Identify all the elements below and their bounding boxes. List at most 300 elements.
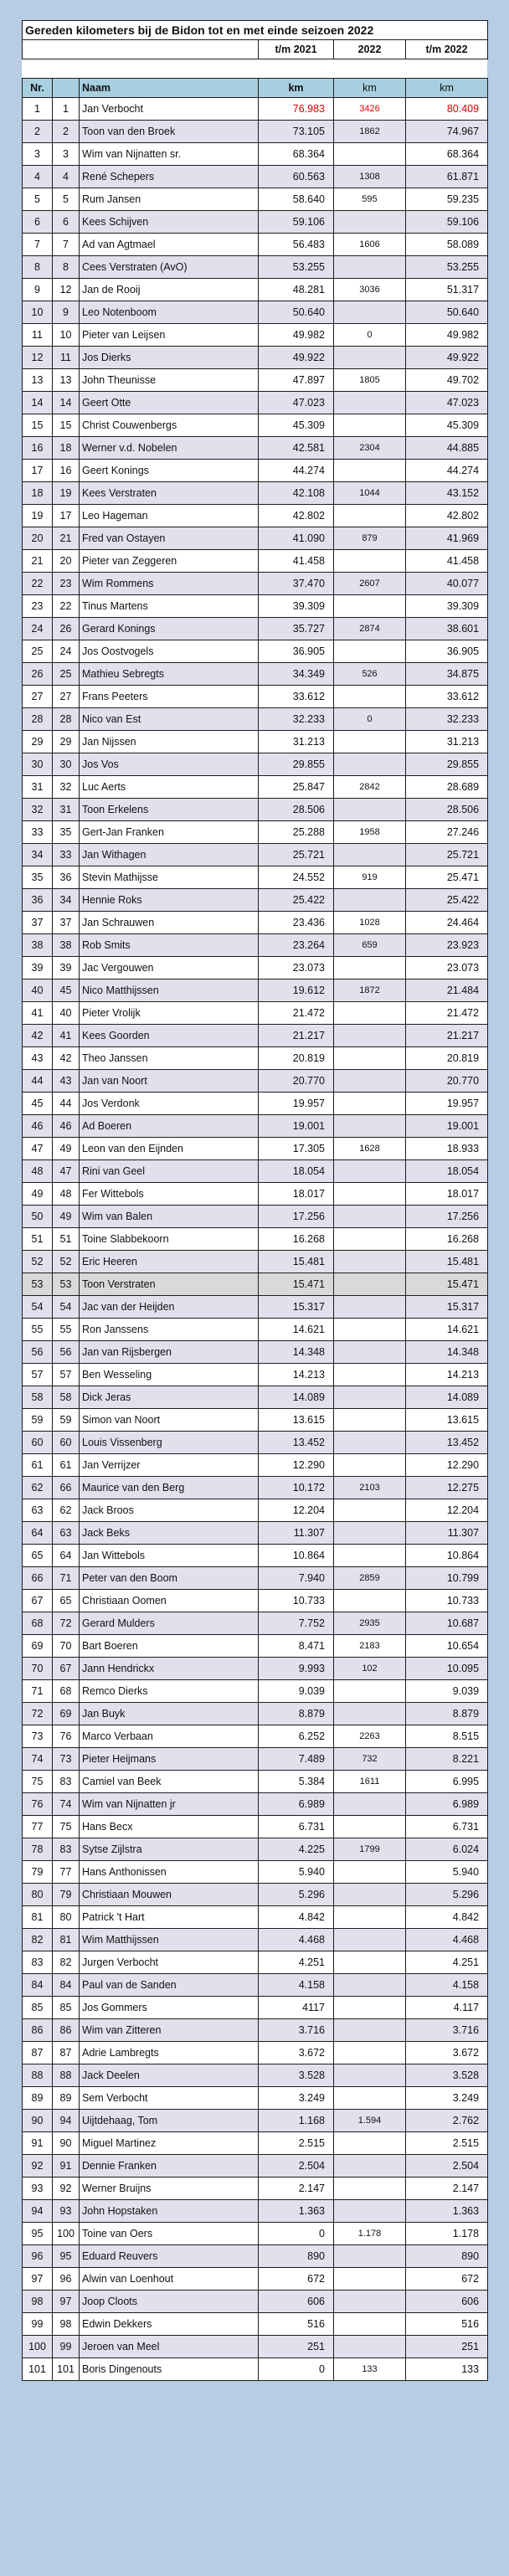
km-2022-cell: 1862: [334, 121, 406, 143]
km-tm2021-cell: 8.471: [259, 1635, 334, 1658]
table-row: [23, 640, 488, 663]
table-row: [23, 573, 488, 595]
column-header-km-tm2022: km: [406, 79, 488, 98]
name-cell: Werner v.d. Nobelen: [80, 437, 259, 460]
name-cell: Ron Janssens: [80, 1319, 259, 1341]
km-tm2022-cell: 251: [406, 2336, 488, 2358]
rank-cell: 93: [23, 2178, 53, 2200]
table-row: [23, 1477, 488, 1499]
km-tm2022-cell: 36.905: [406, 640, 488, 663]
table-row: [23, 618, 488, 640]
previous-rank-cell: 5: [53, 188, 80, 211]
name-cell: Jan van Rijsbergen: [80, 1341, 259, 1364]
rank-cell: 94: [23, 2200, 53, 2223]
km-2022-cell: 1628: [334, 1138, 406, 1160]
table-row: [23, 1273, 488, 1296]
km-2022-cell: [334, 1680, 406, 1703]
km-tm2021-cell: 47.897: [259, 369, 334, 392]
previous-rank-cell: 89: [53, 2087, 80, 2110]
rank-cell: 8: [23, 256, 53, 279]
table-row: [23, 2132, 488, 2155]
km-2022-cell: [334, 1997, 406, 2019]
table-row: [23, 1454, 488, 1477]
km-tm2021-cell: 48.281: [259, 279, 334, 301]
table-row: [23, 1929, 488, 1951]
name-cell: Geert Konings: [80, 460, 259, 482]
km-tm2021-cell: 25.721: [259, 844, 334, 866]
rank-cell: 86: [23, 2019, 53, 2042]
km-tm2021-cell: 18.054: [259, 1160, 334, 1183]
table-row: [23, 188, 488, 211]
name-cell: Toine van Oers: [80, 2223, 259, 2245]
name-cell: Eric Heeren: [80, 1251, 259, 1273]
km-2022-cell: 1308: [334, 166, 406, 188]
km-2022-cell: [334, 1296, 406, 1319]
name-cell: Wim van Zitteren: [80, 2019, 259, 2042]
rank-cell: 42: [23, 1025, 53, 1047]
previous-rank-cell: 79: [53, 1884, 80, 1906]
km-tm2021-cell: 15.317: [259, 1296, 334, 1319]
table-row: [23, 1658, 488, 1680]
km-2022-cell: 1958: [334, 821, 406, 844]
previous-rank-cell: 32: [53, 776, 80, 799]
km-tm2021-cell: 10.864: [259, 1545, 334, 1567]
name-cell: Bart Boeren: [80, 1635, 259, 1658]
name-cell: Luc Aerts: [80, 776, 259, 799]
previous-rank-cell: 91: [53, 2155, 80, 2178]
km-tm2021-cell: 13.452: [259, 1432, 334, 1454]
km-tm2022-cell: 28.506: [406, 799, 488, 821]
name-cell: Leo Hageman: [80, 505, 259, 527]
rank-cell: 100: [23, 2336, 53, 2358]
km-tm2022-cell: 19.957: [406, 1093, 488, 1115]
km-tm2021-cell: 35.727: [259, 618, 334, 640]
km-2022-cell: 1.178: [334, 2223, 406, 2245]
rank-cell: 22: [23, 573, 53, 595]
previous-rank-cell: 92: [53, 2178, 80, 2200]
name-cell: Nico van Est: [80, 708, 259, 731]
previous-rank-cell: 1: [53, 98, 80, 121]
name-cell: Wim Rommens: [80, 573, 259, 595]
rank-cell: 92: [23, 2155, 53, 2178]
name-cell: Ben Wesseling: [80, 1364, 259, 1386]
table-row: [23, 686, 488, 708]
km-tm2021-cell: 17.305: [259, 1138, 334, 1160]
km-tm2022-cell: 12.290: [406, 1454, 488, 1477]
rank-cell: 28: [23, 708, 53, 731]
rank-cell: 1: [23, 98, 53, 121]
rank-cell: 35: [23, 866, 53, 889]
name-cell: Hennie Roks: [80, 889, 259, 912]
rank-cell: 65: [23, 1545, 53, 1567]
name-cell: Rini van Geel: [80, 1160, 259, 1183]
rank-cell: 51: [23, 1228, 53, 1251]
km-tm2021-cell: 32.233: [259, 708, 334, 731]
km-tm2022-cell: 41.969: [406, 527, 488, 550]
table-row: [23, 1409, 488, 1432]
previous-rank-cell: 98: [53, 2313, 80, 2336]
previous-rank-cell: 28: [53, 708, 80, 731]
km-tm2022-cell: 15.317: [406, 1296, 488, 1319]
name-cell: Dennie Franken: [80, 2155, 259, 2178]
km-2022-cell: [334, 1432, 406, 1454]
rank-cell: 25: [23, 640, 53, 663]
previous-rank-cell: 66: [53, 1477, 80, 1499]
km-tm2022-cell: 6.024: [406, 1838, 488, 1861]
table-row: [23, 1725, 488, 1748]
km-tm2021-cell: 3.528: [259, 2064, 334, 2087]
name-cell: Camiel van Beek: [80, 1771, 259, 1793]
km-2022-cell: [334, 1364, 406, 1386]
km-2022-cell: 2183: [334, 1635, 406, 1658]
km-2022-cell: [334, 1070, 406, 1093]
km-tm2022-cell: 38.601: [406, 618, 488, 640]
km-tm2021-cell: 49.982: [259, 324, 334, 347]
previous-rank-cell: 48: [53, 1183, 80, 1206]
name-cell: Jan van Noort: [80, 1070, 259, 1093]
km-2022-cell: 2607: [334, 573, 406, 595]
km-tm2022-cell: 80.409: [406, 98, 488, 121]
table-row: [23, 1951, 488, 1974]
previous-rank-cell: 100: [53, 2223, 80, 2245]
rank-cell: 96: [23, 2245, 53, 2268]
name-cell: Stevin Mathijsse: [80, 866, 259, 889]
km-tm2022-cell: 18.017: [406, 1183, 488, 1206]
km-tm2022-cell: 68.364: [406, 143, 488, 166]
km-tm2021-cell: 15.481: [259, 1251, 334, 1273]
km-tm2021-cell: 7.940: [259, 1567, 334, 1590]
previous-rank-cell: 67: [53, 1658, 80, 1680]
table-row: [23, 2291, 488, 2313]
previous-rank-cell: 58: [53, 1386, 80, 1409]
km-tm2022-cell: 32.233: [406, 708, 488, 731]
previous-rank-cell: 13: [53, 369, 80, 392]
km-2022-cell: [334, 889, 406, 912]
previous-rank-cell: 15: [53, 414, 80, 437]
km-tm2021-cell: 2.504: [259, 2155, 334, 2178]
km-tm2021-cell: 42.108: [259, 482, 334, 505]
rank-cell: 44: [23, 1070, 53, 1093]
km-tm2021-cell: 37.470: [259, 573, 334, 595]
km-tm2022-cell: 12.204: [406, 1499, 488, 1522]
km-tm2021-cell: 33.612: [259, 686, 334, 708]
name-cell: Pieter van Zeggeren: [80, 550, 259, 573]
km-tm2022-cell: 2.147: [406, 2178, 488, 2200]
km-tm2021-cell: 58.640: [259, 188, 334, 211]
km-2022-cell: [334, 1273, 406, 1296]
rank-cell: 88: [23, 2064, 53, 2087]
km-2022-cell: [334, 1951, 406, 1974]
name-cell: Christ Couwenbergs: [80, 414, 259, 437]
km-2022-cell: [334, 347, 406, 369]
km-tm2022-cell: 45.309: [406, 414, 488, 437]
km-tm2022-cell: 10.687: [406, 1612, 488, 1635]
name-cell: Wim van Nijnatten sr.: [80, 143, 259, 166]
km-tm2021-cell: 14.348: [259, 1341, 334, 1364]
previous-rank-cell: 29: [53, 731, 80, 753]
km-tm2021-cell: 49.922: [259, 347, 334, 369]
km-2022-cell: [334, 505, 406, 527]
km-2022-cell: 879: [334, 527, 406, 550]
table-row: [23, 1748, 488, 1771]
km-tm2021-cell: 45.309: [259, 414, 334, 437]
km-tm2022-cell: 10.864: [406, 1545, 488, 1567]
table-row: [23, 821, 488, 844]
previous-rank-cell: 52: [53, 1251, 80, 1273]
table-row: [23, 776, 488, 799]
previous-rank-cell: 57: [53, 1364, 80, 1386]
km-2022-cell: [334, 1160, 406, 1183]
rank-cell: 41: [23, 1002, 53, 1025]
rank-cell: 32: [23, 799, 53, 821]
table-row: [23, 550, 488, 573]
km-2022-cell: [334, 1341, 406, 1364]
km-2022-cell: [334, 957, 406, 979]
rank-cell: 50: [23, 1206, 53, 1228]
rank-cell: 31: [23, 776, 53, 799]
previous-rank-cell: 83: [53, 1771, 80, 1793]
km-tm2022-cell: 16.268: [406, 1228, 488, 1251]
km-2022-cell: [334, 595, 406, 618]
km-2022-cell: [334, 414, 406, 437]
km-2022-cell: [334, 1002, 406, 1025]
km-tm2021-cell: 0: [259, 2223, 334, 2245]
table-row: [23, 2268, 488, 2291]
km-2022-cell: [334, 1590, 406, 1612]
rank-cell: 9: [23, 279, 53, 301]
rank-cell: 37: [23, 912, 53, 934]
km-2022-cell: [334, 2042, 406, 2064]
km-tm2022-cell: 19.001: [406, 1115, 488, 1138]
table-row: [23, 1974, 488, 1997]
km-2022-cell: [334, 2291, 406, 2313]
rank-cell: 5: [23, 188, 53, 211]
km-2022-cell: [334, 2064, 406, 2087]
km-2022-cell: [334, 1454, 406, 1477]
km-tm2021-cell: 3.249: [259, 2087, 334, 2110]
km-2022-cell: [334, 844, 406, 866]
column-header-prev: [53, 79, 80, 98]
km-tm2022-cell: 27.246: [406, 821, 488, 844]
table-row: [23, 1138, 488, 1160]
previous-rank-cell: 39: [53, 957, 80, 979]
previous-rank-cell: 59: [53, 1409, 80, 1432]
km-2022-cell: [334, 1115, 406, 1138]
previous-rank-cell: 74: [53, 1793, 80, 1816]
table-row: [23, 2313, 488, 2336]
km-tm2021-cell: 0: [259, 2358, 334, 2381]
km-tm2022-cell: 21.217: [406, 1025, 488, 1047]
name-cell: Jos Dierks: [80, 347, 259, 369]
km-2022-cell: [334, 2019, 406, 2042]
rank-cell: 71: [23, 1680, 53, 1703]
km-tm2022-cell: 8.879: [406, 1703, 488, 1725]
previous-rank-cell: 86: [53, 2019, 80, 2042]
column-header-nr: Nr.: [23, 79, 53, 98]
rank-cell: 95: [23, 2223, 53, 2245]
km-tm2021-cell: 7.489: [259, 1748, 334, 1771]
km-tm2022-cell: 15.471: [406, 1273, 488, 1296]
rank-cell: 46: [23, 1115, 53, 1138]
rank-cell: 64: [23, 1522, 53, 1545]
name-cell: Jan Verrijzer: [80, 1454, 259, 1477]
name-cell: Jan Schrauwen: [80, 912, 259, 934]
km-2022-cell: 102: [334, 1658, 406, 1680]
rank-cell: 52: [23, 1251, 53, 1273]
table-row: [23, 2087, 488, 2110]
km-tm2022-cell: 4.842: [406, 1906, 488, 1929]
name-cell: Frans Peeters: [80, 686, 259, 708]
name-cell: René Schepers: [80, 166, 259, 188]
rank-cell: 20: [23, 527, 53, 550]
name-cell: Sem Verbocht: [80, 2087, 259, 2110]
km-tm2021-cell: 4117: [259, 1997, 334, 2019]
table-row: [23, 889, 488, 912]
table-row: [23, 234, 488, 256]
rank-cell: 66: [23, 1567, 53, 1590]
table-row: [23, 799, 488, 821]
km-2022-cell: [334, 392, 406, 414]
km-2022-cell: [334, 1251, 406, 1273]
rank-cell: 76: [23, 1793, 53, 1816]
km-tm2022-cell: 61.871: [406, 166, 488, 188]
km-2022-cell: [334, 2268, 406, 2291]
rank-cell: 77: [23, 1816, 53, 1838]
rank-cell: 33: [23, 821, 53, 844]
km-tm2022-cell: 14.621: [406, 1319, 488, 1341]
km-tm2021-cell: 4.251: [259, 1951, 334, 1974]
km-tm2022-cell: 49.922: [406, 347, 488, 369]
rank-cell: 89: [23, 2087, 53, 2110]
table-row: [23, 1206, 488, 1228]
km-tm2022-cell: 13.452: [406, 1432, 488, 1454]
km-tm2021-cell: 41.458: [259, 550, 334, 573]
name-cell: Kees Verstraten: [80, 482, 259, 505]
previous-rank-cell: 4: [53, 166, 80, 188]
table-row: [23, 731, 488, 753]
km-tm2022-cell: 14.089: [406, 1386, 488, 1409]
name-cell: Jeroen van Meel: [80, 2336, 259, 2358]
km-tm2022-cell: 43.152: [406, 482, 488, 505]
rank-cell: 24: [23, 618, 53, 640]
previous-rank-cell: 30: [53, 753, 80, 776]
km-tm2022-cell: 516: [406, 2313, 488, 2336]
table-row: [23, 1997, 488, 2019]
km-tm2022-cell: 20.819: [406, 1047, 488, 1070]
name-cell: Sytse Zijlstra: [80, 1838, 259, 1861]
rank-cell: 38: [23, 934, 53, 957]
km-tm2021-cell: 5.296: [259, 1884, 334, 1906]
km-2022-cell: 595: [334, 188, 406, 211]
rank-cell: 29: [23, 731, 53, 753]
column-header-name: Naam: [80, 79, 259, 98]
km-tm2021-cell: 7.752: [259, 1612, 334, 1635]
page-title: Gereden kilometers bij de Bidon tot en met einde seizoen 2022: [23, 21, 488, 40]
previous-rank-cell: 49: [53, 1138, 80, 1160]
table-row: [23, 143, 488, 166]
rank-cell: 11: [23, 324, 53, 347]
km-2022-cell: [334, 1093, 406, 1115]
table-row: [23, 1545, 488, 1567]
km-2022-cell: [334, 2336, 406, 2358]
km-tm2021-cell: 9.039: [259, 1680, 334, 1703]
rank-cell: 74: [23, 1748, 53, 1771]
km-tm2021-cell: 47.023: [259, 392, 334, 414]
name-cell: Remco Dierks: [80, 1680, 259, 1703]
km-tm2021-cell: 23.436: [259, 912, 334, 934]
km-2022-cell: [334, 1906, 406, 1929]
name-cell: Wim van Nijnatten jr: [80, 1793, 259, 1816]
previous-rank-cell: 18: [53, 437, 80, 460]
table-row: [23, 1612, 488, 1635]
name-cell: Hans Becx: [80, 1816, 259, 1838]
previous-rank-cell: 65: [53, 1590, 80, 1612]
table-row: [23, 1183, 488, 1206]
rank-cell: 47: [23, 1138, 53, 1160]
km-tm2021-cell: 11.307: [259, 1522, 334, 1545]
table-row: [23, 1093, 488, 1115]
name-cell: Jos Gommers: [80, 1997, 259, 2019]
column-header-row: [23, 79, 488, 98]
km-2022-cell: 2263: [334, 1725, 406, 1748]
rank-cell: 70: [23, 1658, 53, 1680]
km-tm2021-cell: 672: [259, 2268, 334, 2291]
name-cell: Wim van Balen: [80, 1206, 259, 1228]
rank-cell: 12: [23, 347, 53, 369]
km-tm2021-cell: 20.819: [259, 1047, 334, 1070]
previous-rank-cell: 14: [53, 392, 80, 414]
km-tm2021-cell: 36.905: [259, 640, 334, 663]
table-row: [23, 708, 488, 731]
km-tm2022-cell: 133: [406, 2358, 488, 2381]
name-cell: Jurgen Verbocht: [80, 1951, 259, 1974]
km-tm2021-cell: 5.940: [259, 1861, 334, 1884]
km-tm2022-cell: 59.235: [406, 188, 488, 211]
km-tm2022-cell: 18.054: [406, 1160, 488, 1183]
period-header-2022: 2022: [334, 40, 406, 59]
km-tm2022-cell: 8.515: [406, 1725, 488, 1748]
table-row: [23, 2155, 488, 2178]
km-tm2021-cell: 42.581: [259, 437, 334, 460]
km-tm2021-cell: 8.879: [259, 1703, 334, 1725]
name-cell: Geert Otte: [80, 392, 259, 414]
km-2022-cell: 1.594: [334, 2110, 406, 2132]
km-2022-cell: 2935: [334, 1612, 406, 1635]
table-row: [23, 121, 488, 143]
km-tm2021-cell: 23.264: [259, 934, 334, 957]
rank-cell: 98: [23, 2291, 53, 2313]
previous-rank-cell: 45: [53, 979, 80, 1002]
km-2022-cell: [334, 1884, 406, 1906]
km-tm2022-cell: 20.770: [406, 1070, 488, 1093]
km-tm2022-cell: 13.615: [406, 1409, 488, 1432]
previous-rank-cell: 8: [53, 256, 80, 279]
km-2022-cell: [334, 2132, 406, 2155]
name-cell: Patrick 't Hart: [80, 1906, 259, 1929]
km-tm2021-cell: 12.204: [259, 1499, 334, 1522]
previous-rank-cell: 12: [53, 279, 80, 301]
rank-cell: 48: [23, 1160, 53, 1183]
rank-cell: 7: [23, 234, 53, 256]
name-cell: Adrie Lambregts: [80, 2042, 259, 2064]
rank-cell: 73: [23, 1725, 53, 1748]
km-tm2022-cell: 24.464: [406, 912, 488, 934]
km-tm2022-cell: 12.275: [406, 1477, 488, 1499]
km-tm2021-cell: 25.422: [259, 889, 334, 912]
name-cell: Mathieu Sebregts: [80, 663, 259, 686]
previous-rank-cell: 27: [53, 686, 80, 708]
name-cell: Gerard Konings: [80, 618, 259, 640]
